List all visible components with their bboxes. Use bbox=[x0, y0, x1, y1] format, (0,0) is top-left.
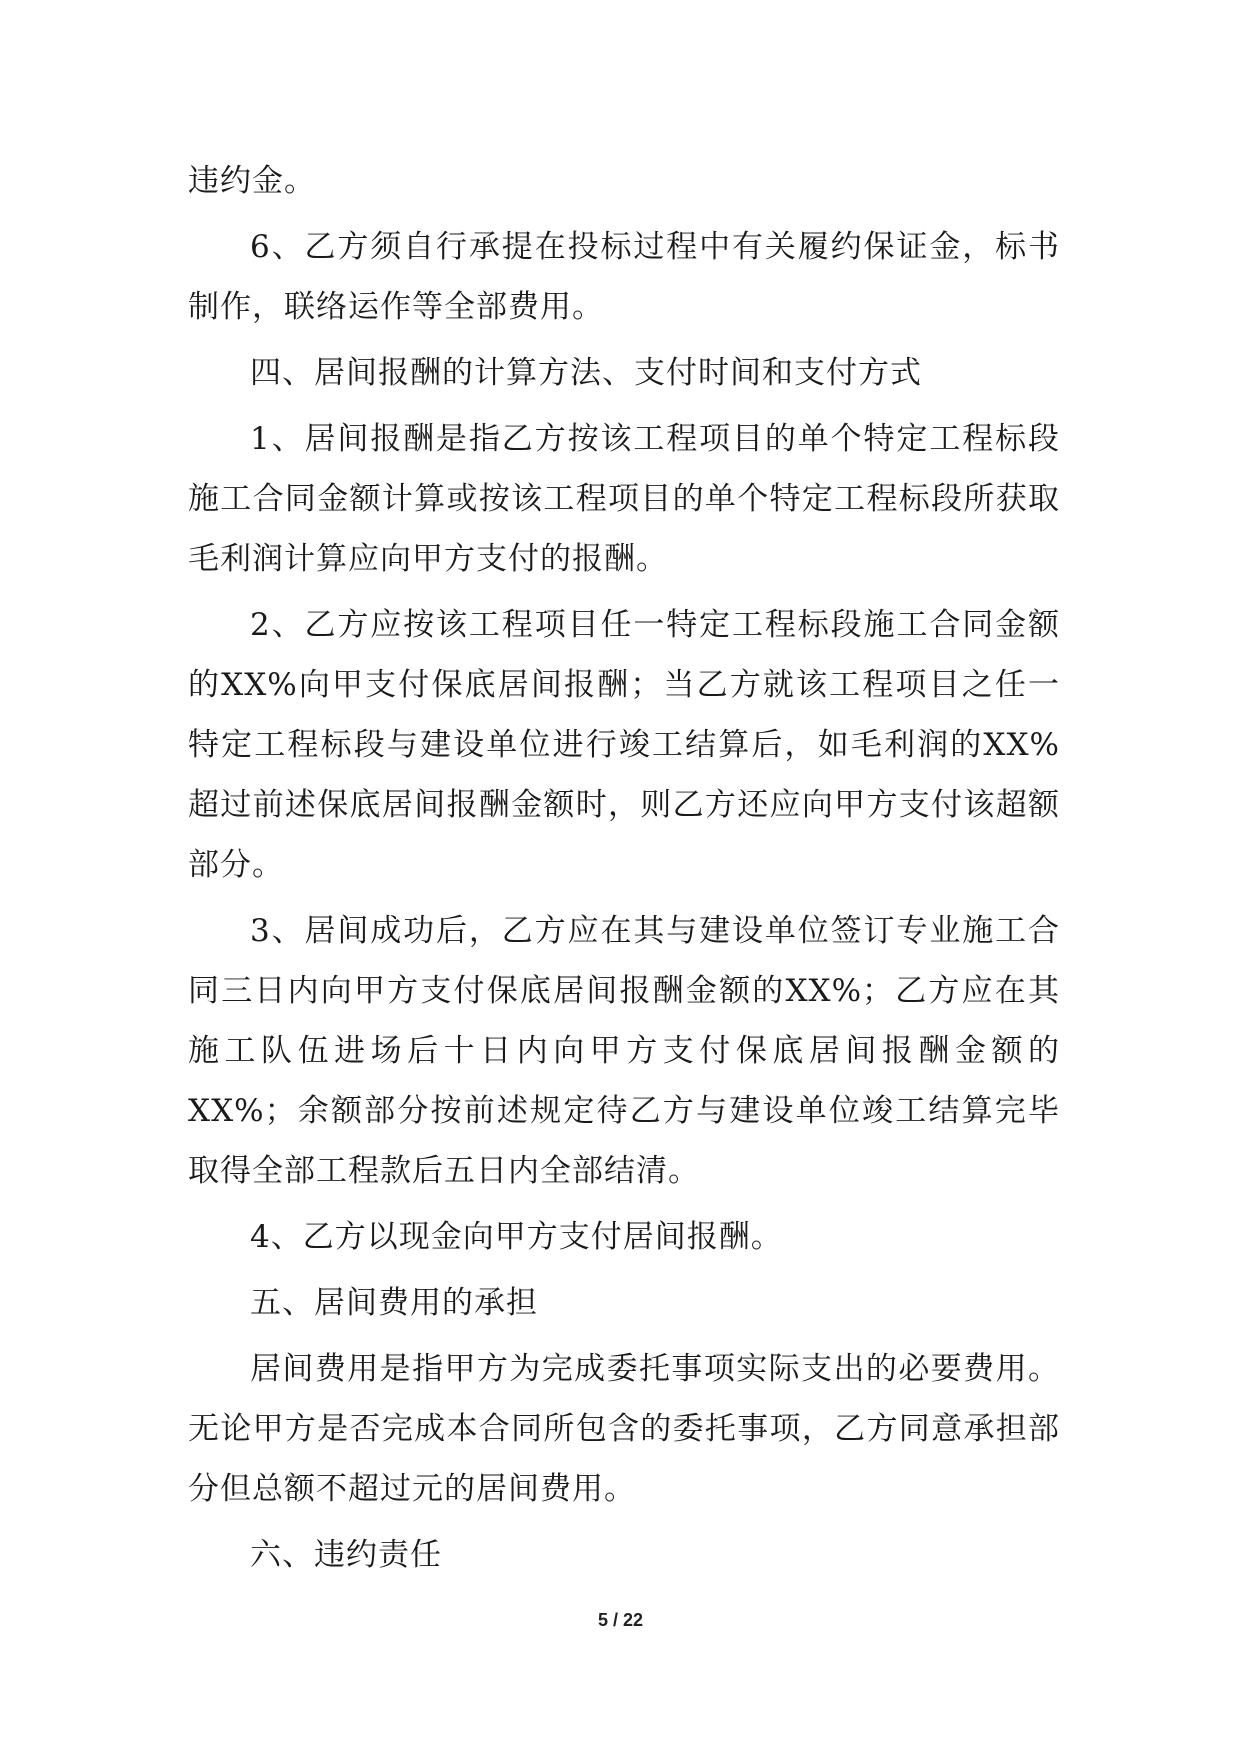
section-heading: 六、违约责任 bbox=[250, 1537, 442, 1573]
paragraph: 3、居间成功后，乙方应在其与建设单位签订专业施工合同三日内向甲方支付保底居间报酬金额的XX%；乙方应在其施工队伍进场后十日内向甲方支付保底居间报酬金额的XX%；余额部分按前述规定待乙方与建设单位竣工结算完毕取得全部工程款后五日内全部结清。 bbox=[188, 913, 1060, 1189]
section-heading: 五、居间费用的承担 bbox=[250, 1285, 538, 1321]
paragraph: 2、乙方应按该工程项目任一特定工程标段施工合同金额的XX%向甲支付保底居间报酬；当乙方就该工程项目之任一特定工程标段与建设单位进行竣工结算后，如毛利润的XX%超过前述保底居间报酬金额时，则乙方还应向甲方支付该超额部分。 bbox=[188, 607, 1060, 883]
paragraph: 居间费用是指甲方为完成委托事项实际支出的必要费用。无论甲方是否完成本合同所包含的委托事项，乙方同意承担部分但总额不超过元的居间费用。 bbox=[188, 1351, 1060, 1507]
paragraph: 违约金。 bbox=[188, 163, 316, 199]
section-heading: 四、居间报酬的计算方法、支付时间和支付方式 bbox=[250, 355, 922, 391]
paragraph: 4、乙方以现金向甲方支付居间报酬。 bbox=[250, 1219, 783, 1255]
paragraph: 6、乙方须自行承提在投标过程中有关履约保证金，标书制作，联络运作等全部费用。 bbox=[188, 229, 1060, 325]
document-body bbox=[188, 151, 1060, 1591]
page-number: 5 / 22 bbox=[597, 1610, 644, 1630]
paragraph: 1、居间报酬是指乙方按该工程项目的单个特定工程标段施工合同金额计算或按该工程项目的单个特定工程标段所获取毛利润计算应向甲方支付的报酬。 bbox=[188, 421, 1060, 577]
